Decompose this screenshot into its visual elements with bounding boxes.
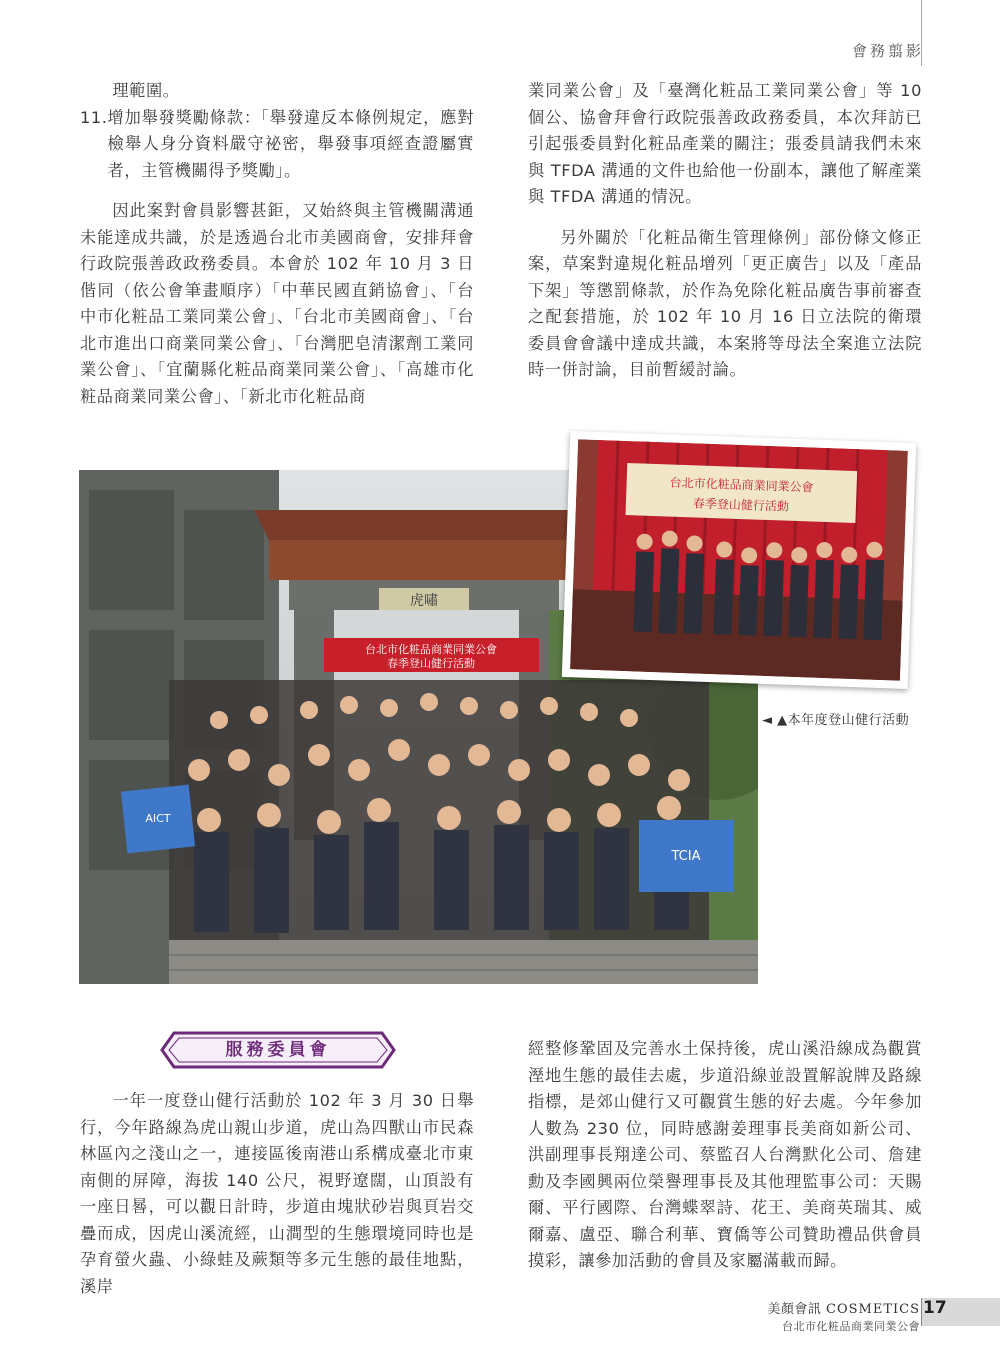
banner-sub-text: 春季登山健行活動 (387, 657, 475, 670)
flag-left-text: AICT (145, 812, 171, 825)
page-number-box (921, 1298, 1000, 1326)
magazine-name-en: COSMETICS (826, 1302, 920, 1317)
paragraph: 理範圍。 (112, 81, 180, 100)
list-number: 11. (80, 107, 108, 127)
banner-main-text: 台北市化粧品商業同業公會 (365, 643, 497, 656)
section-heading (160, 1031, 396, 1069)
page-number: 17 (923, 1298, 947, 1318)
photo-caption: ◄ ▲本年度登山健行活動 (762, 713, 910, 728)
section-tag: 會務翦影 (851, 42, 924, 60)
list-text: 增加舉發獎勵條款：「舉發違反本條例規定，應對檢舉人身分資料嚴守祕密，舉發事項經查證屬實者，主管機關得予獎勵」。 (107, 107, 474, 180)
text-column-1 (80, 78, 474, 410)
gate-plaque: 虎嘯 (410, 593, 438, 609)
inset-banner-sub-text: 春季登山健行活動 (692, 496, 790, 514)
inset-photo-art (570, 439, 908, 680)
magazine-name-cn: 美顏會訊 (767, 1302, 822, 1317)
text-column-2 (528, 78, 922, 384)
section-title: 服務委員會 (225, 1040, 331, 1060)
paragraph: 另外關於「化粧品衛生管理條例」部份條文修正案，草案對違規化粧品增列「更正廣告」以及「產品下架」等懲罰條款，於作為免除化粧品廣告事前審查之配套措施，於 102 年 10 月 16 日立法院的衛環委員會會議中達成共識，本案將等母法全案進立法院時一併討論，目前暫緩討論。 (528, 227, 922, 379)
footer (767, 1298, 920, 1334)
list-item-11 (80, 105, 474, 185)
text-column-3 (80, 1088, 474, 1300)
association-name: 台北市化粧品商業同業公會 (782, 1320, 920, 1333)
flag-right-text: TCIA (671, 849, 701, 864)
paragraph: 業同業公會」及「臺灣化粧品工業同業公會」等 10 個公、協會拜會行政院張善政政務委員，本次拜訪已引起張委員對化粧品產業的關注；張委員請我們未來與 TFDA 溝通的文件也給他一份副本，讓他了解產業與 TFDA 溝通的情況。 (528, 81, 922, 206)
paragraph: 經整修鞏固及完善水土保持後，虎山溪沿線成為觀賞溼地生態的最佳去處，步道沿線並設置解說牌及路線指標，是郊山健行又可觀賞生態的好去處。今年參加人數為 230 位，同時感謝姜理事長美商如新公司、洪副理事長翔達公司、蔡監召人台灣默化公司、詹建勳及李國興兩位榮譽理事長及其他理監事公司：天賜爾、平行國際、台灣蝶翠詩、花王、美商英瑞其、威爾嘉、盧亞、聯合利華、寶僑等公司贊助禮品供會員摸彩，讓參加活動的會員及家屬滿載而歸。 (528, 1039, 922, 1270)
inset-photo-stage (562, 431, 916, 689)
crowd (169, 680, 709, 940)
paragraph: 因此案對會員影響甚鉅，又始終與主管機關溝通未能達成共識，於是透過台北市美國商會，安排拜會行政院張善政政務委員。本會於 102 年 10 月 3 日偕同（依公會筆畫順序）「中華民國直銷協會」、「台中市化粧品工業同業公會」、「台北市美國商會」、「台北市進出口商業同業公會」、「台灣肥皂清潔劑工業同業公會」、「宜蘭縣化粧品商業同業公會」、「高雄市化粧品商業同業公會」、「新北市化粧品商 (80, 201, 474, 406)
text-column-4 (528, 1036, 922, 1275)
paragraph: 一年一度登山健行活動於 102 年 3 月 30 日舉行，今年路線為虎山親山步道，虎山為四獸山市民森林區內之淺山之一，連接區後南港山系構成臺北市東南側的屏障，海拔 140 公尺，視野遼闊，山頂設有一座日晷，可以觀日計時，步道由塊狀砂岩與頁岩交疊而成，因虎山溪流經，山澗型的生態環境同時也是孕育螢火蟲、小綠蛙及蕨類等多元生態的最佳地點，溪岸 (80, 1091, 474, 1296)
magazine-name (767, 1298, 920, 1317)
inset-banner-main-text: 台北市化粧品商業同業公會 (669, 475, 814, 495)
footer-rule (921, 1298, 922, 1326)
